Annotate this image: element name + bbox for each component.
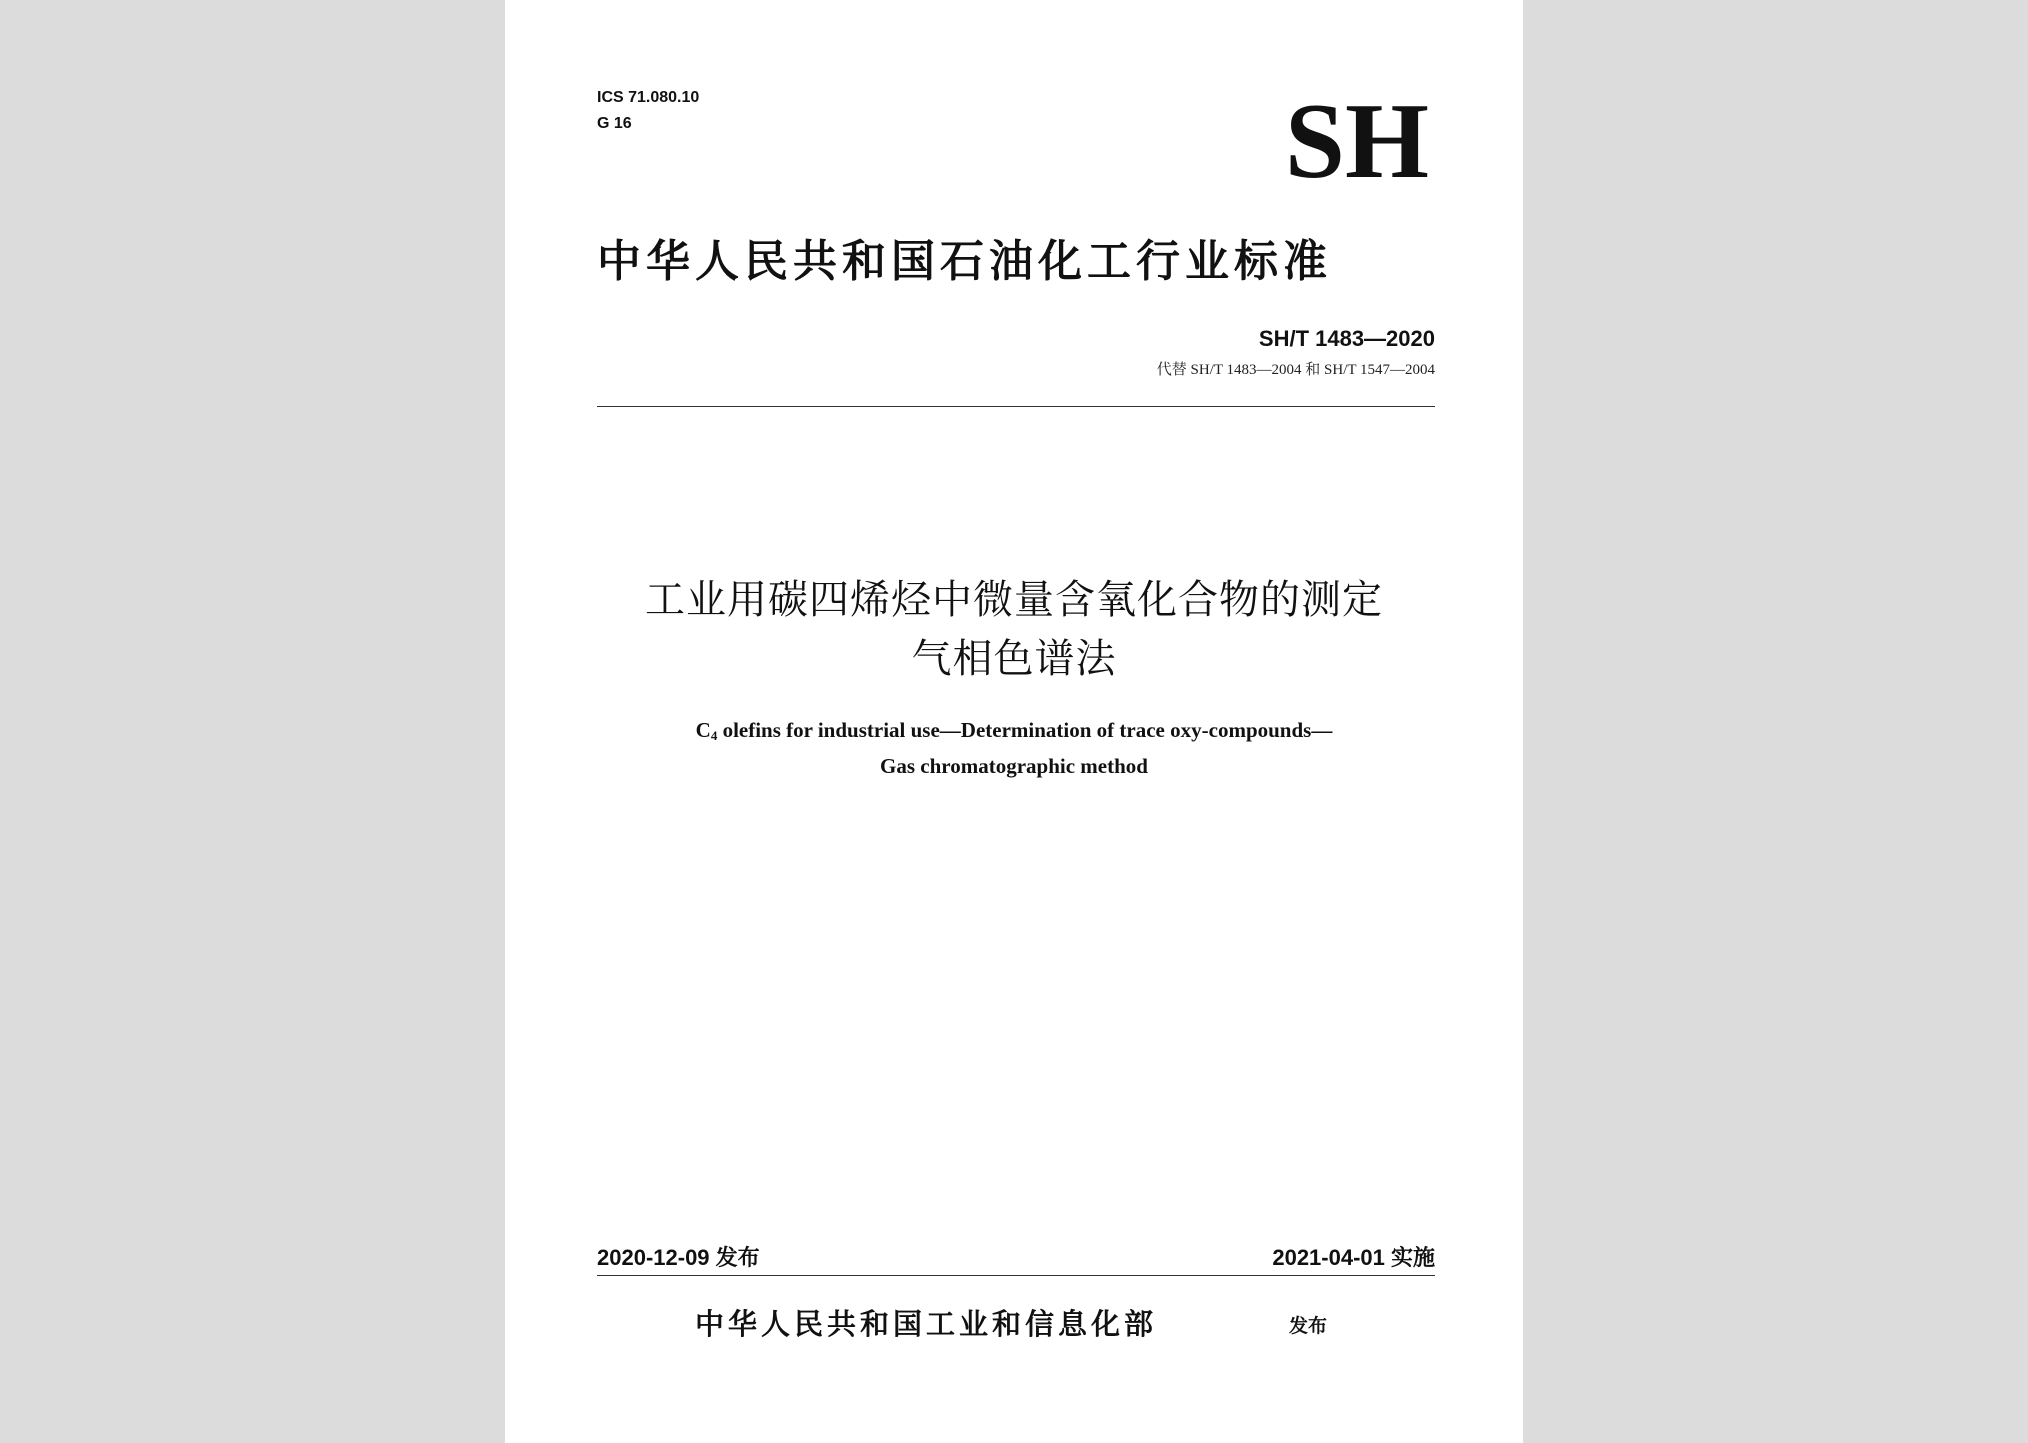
implementation-date: 2021-04-01 实施 — [1272, 1245, 1435, 1270]
title-en-line1 — [505, 713, 1523, 753]
document-page — [505, 0, 1523, 1443]
title-cn-line2: 气相色谱法 — [911, 636, 1117, 682]
title-en-prefix: C — [695, 718, 711, 742]
footer-divider — [597, 1275, 1435, 1276]
published-label: 发布 — [1289, 1315, 1328, 1337]
title-en-subscript: 4 — [710, 728, 718, 743]
sh-logo: SH — [1284, 82, 1429, 201]
replaces-note: 代替 SH/T 1483—2004 和 SH/T 1547—2004 — [1156, 362, 1435, 378]
title-en-line1-rest: olefins for industrial use—Determination of trace oxy-compounds— — [717, 718, 1333, 742]
header-divider — [597, 406, 1435, 407]
title-cn-line1: 工业用碳四烯烃中微量含氧化合物的测定 — [645, 577, 1383, 623]
standard-number: SH/T 1483—2020 — [1258, 326, 1435, 351]
industry-standard-title: 中华人民共和国石油化工行业标准 — [597, 236, 1332, 287]
issuing-ministry: 中华人民共和国工业和信息化部 — [695, 1307, 1158, 1341]
classification-code: G 16 — [597, 115, 632, 132]
title-en-line2: Gas chromatographic method — [880, 754, 1148, 778]
ics-code: ICS 71.080.10 — [597, 89, 700, 106]
issue-date: 2020-12-09 发布 — [597, 1245, 760, 1270]
